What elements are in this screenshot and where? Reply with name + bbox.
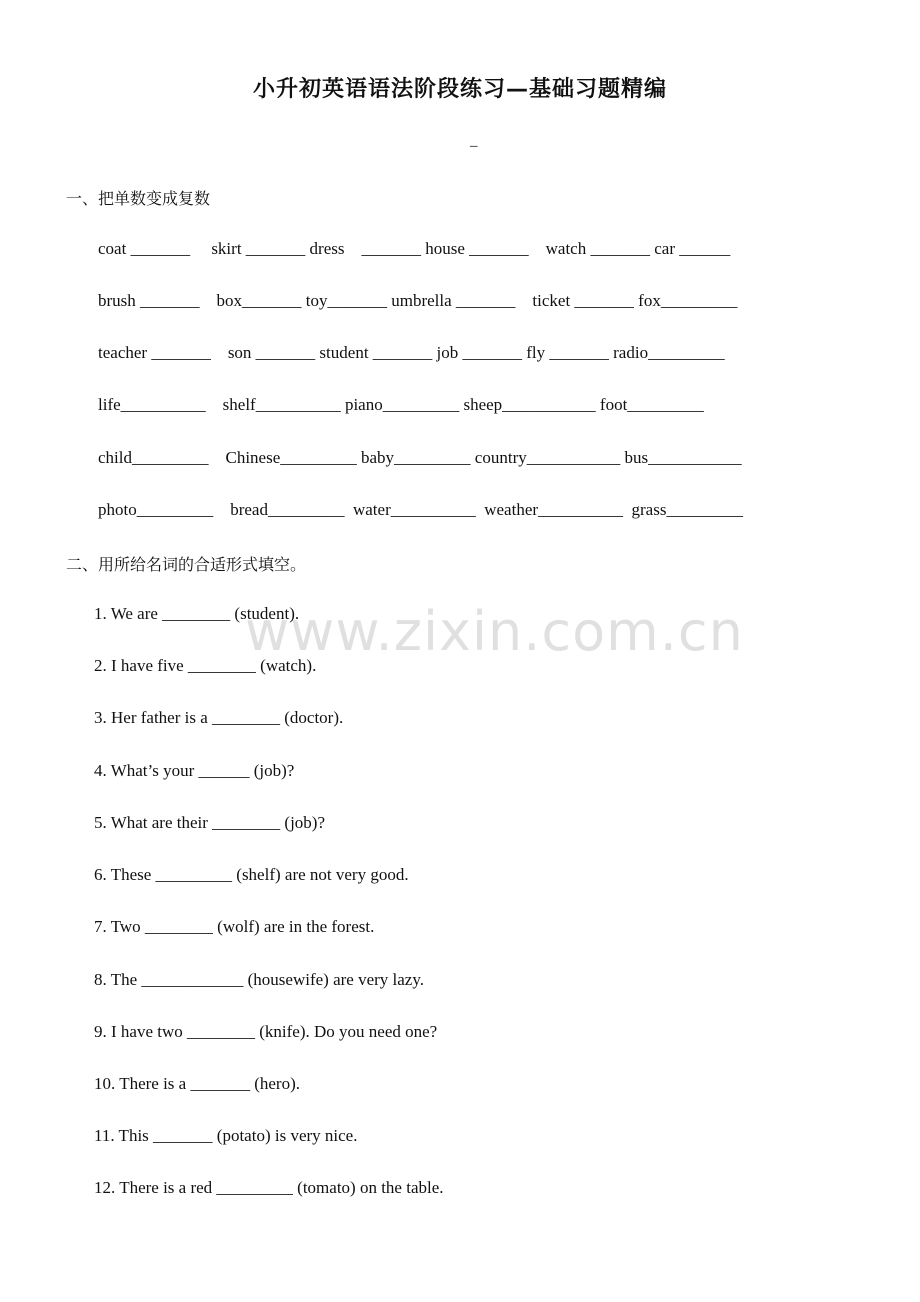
exercise-row: coat _______ skirt _______ dress _______ house _______ watch _______ car ______ xyxy=(98,239,731,258)
exercise-row: teacher _______ son _______ student _______ job _______ fly _______ radio_________ xyxy=(98,343,725,362)
separator-dash: – xyxy=(470,138,478,154)
question-item: 11. This _______ (potato) is very nice. xyxy=(94,1126,358,1145)
watermark: www.zixin.com.cn xyxy=(245,600,744,663)
question-item: 8. The ____________ (housewife) are very lazy. xyxy=(94,970,424,989)
question-item: 3. Her father is a ________ (doctor). xyxy=(94,708,344,727)
question-item: 6. These _________ (shelf) are not very good. xyxy=(94,865,409,884)
exercise-row: life__________ shelf__________ piano_________ sheep___________ foot_________ xyxy=(98,395,704,414)
question-item: 9. I have two ________ (knife). Do you need one? xyxy=(94,1022,438,1041)
exercise-row: photo_________ bread_________ water__________ weather__________ grass_________ xyxy=(98,500,743,519)
exercise-row: child_________ Chinese_________ baby_________ country___________ bus___________ xyxy=(98,448,742,467)
question-item: 2. I have five ________ (watch). xyxy=(94,656,317,675)
section-2-heading: 二、用所给名词的合适形式填空。 xyxy=(66,555,307,574)
exercise-row: brush _______ box_______ toy_______ umbrella _______ ticket _______ fox_________ xyxy=(98,291,738,310)
question-item: 5. What are their ________ (job)? xyxy=(94,813,326,832)
question-item: 12. There is a red _________ (tomato) on the table. xyxy=(94,1178,444,1197)
question-item: 7. Two ________ (wolf) are in the forest. xyxy=(94,917,375,936)
section-1-heading: 一、把单数变成复数 xyxy=(66,189,211,208)
question-item: 10. There is a _______ (hero). xyxy=(94,1074,300,1093)
page-title: 小升初英语语法阶段练习—基础习题精编 xyxy=(252,77,667,102)
question-item: 4. What’s your ______ (job)? xyxy=(94,761,295,780)
question-item: 1. We are ________ (student). xyxy=(94,604,300,623)
